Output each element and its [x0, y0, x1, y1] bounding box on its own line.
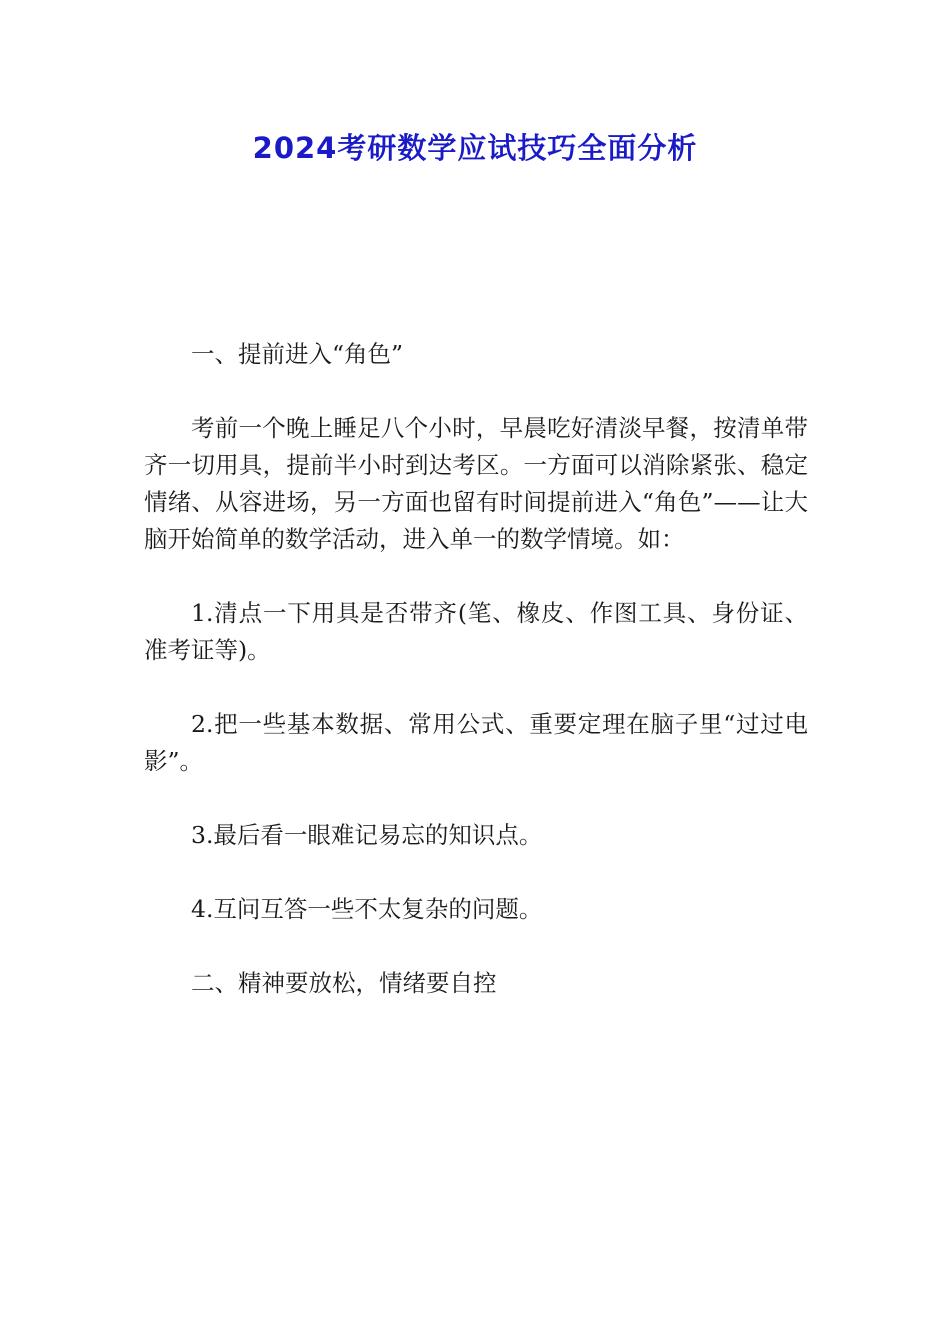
- list-item-1: 1.清点一下用具是否带齐(笔、橡皮、作图工具、身份证、准考证等)。: [144, 599, 808, 664]
- list-item-4: 4.互问互答一些不太复杂的问题。: [191, 895, 543, 923]
- document-body: [144, 336, 808, 1039]
- list-item-3: 3.最后看一眼难记易忘的知识点。: [191, 821, 543, 849]
- section-heading-2: 二、精神要放松，情绪要自控: [191, 969, 497, 997]
- paragraph-intro: 考前一个晚上睡足八个小时，早晨吃好清淡早餐，按清单带齐一切用具，提前半小时到达考区。一方面可以消除紧张、稳定情绪、从容进场，另一方面也留有时间提前进入“角色”——让大脑开始简单的数学活动，进入单一的数学情境。如：: [144, 414, 808, 553]
- list-item-2: 2.把一些基本数据、常用公式、重要定理在脑子里“过过电影”。: [144, 710, 808, 775]
- section-heading-1: 一、提前进入“角色”: [191, 340, 404, 368]
- document-title: 2024考研数学应试技巧全面分析: [252, 131, 698, 165]
